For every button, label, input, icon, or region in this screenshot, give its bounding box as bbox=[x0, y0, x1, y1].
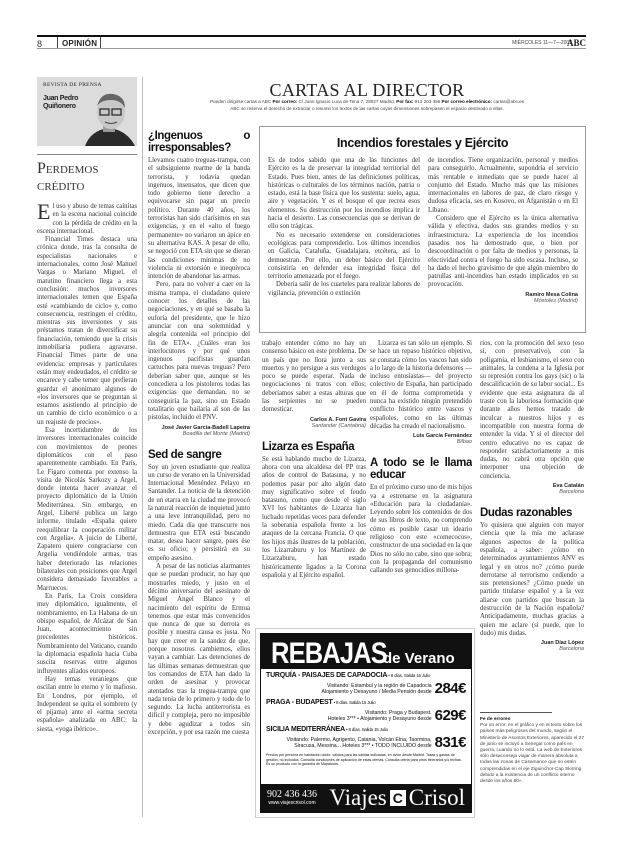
letter-title: Lizarza es España bbox=[262, 440, 355, 453]
letter-title: ¿Ingenuos o irresponsables? bbox=[148, 130, 250, 154]
revista-de-prensa-box bbox=[37, 77, 137, 146]
divider bbox=[37, 154, 137, 155]
offer-line: Visitando: Estambul y la región de Capadocia bbox=[327, 682, 432, 689]
paragraph: Llevamos cuatro treguas-trampa, con el subsiguiente rearme de la banda terrorista, y todavía quedan ingenuos, insensatos, que dicen que todo gobierno tiene derecho a equivocarse sin pagar un precio político. Durante 40 años, los terroristas han sido clarísimos en sus exigencias, y en el «alto el fuego permanente» no variaron un ápice en su alternativa KAS. A pesar de ello, se negoció con ETA sin que se dieran las condiciones mínimas de no violencia ni extorsión e inequívoca intención de abandonar las armas. bbox=[148, 157, 250, 281]
ad-footer bbox=[261, 784, 471, 812]
offer-details bbox=[266, 707, 466, 724]
ad-fine-print: Precios por persona en habitación doble, válidos para las salidas indicadas, en avión desde Madrid. Tasas y gastos de gestión, no incluidos. Consulta condiciones de aplicación de estas ofertas. Consulta oferta para otros itinerarios y/o fechas. Es un producto con la garantía de Mapatours. bbox=[266, 753, 462, 766]
ad-offer bbox=[266, 699, 466, 724]
info-label: Por fax: bbox=[396, 99, 414, 104]
article-title: Perdemos crédito bbox=[37, 160, 99, 194]
letter-signature: Eva Catalán bbox=[552, 483, 584, 490]
issue-date: MIÉRCOLES 11—7—2007 bbox=[512, 40, 572, 46]
columnist-name: Juan Pedro Quiñonero bbox=[43, 95, 79, 110]
letters-column-2 bbox=[148, 126, 250, 816]
crisol-mark-icon: C bbox=[390, 790, 406, 806]
letter-place: Santander (Cantabria) bbox=[311, 422, 366, 429]
letter-place: Barcelona bbox=[559, 646, 584, 653]
paragraph: Financial Times destaca una crónica donde, tras la consulta de especialistas nacionales e internacionales, como José Manuel Vargas o Mariano Miguel, el matutino financiero llega a esta conclusión: muchos inversores internacionales temen que España esté «cambiando de ciclo» y, como consecuencia, restringen el crédito, mientras sus inversiones y sus préstamos tratan de diversificar su financiación, temiendo que la crisis inmobiliaria pudiera agravarse. Financial Times parte de una evidencia: empresas y particulares están muy endeudados, el crédito se encarece y cabe temer que prefieran guardar el anonimato algunos de «los inversores que se preguntan si estamos asistiendo al principio de un cambio de ciclo económico o a un reajuste de precios». bbox=[37, 236, 137, 426]
header-rule-thin bbox=[37, 48, 586, 49]
offer-details bbox=[266, 680, 466, 697]
ad-header bbox=[261, 634, 471, 669]
letter-title: Dudas razonables bbox=[480, 507, 573, 520]
paragraph: Se está hablando mucho de Lizarza, ahora con una alcaldesa del PP tras años de control de Batasuna, y no podemos pasar por alto algún dato muy significativo sobre el feudo batasuno, como que desde el siglo XVI los habitantes de Lizarza han luchado repetidas veces para defender la soberanía española frente a los ataques de la cercana Francia. O que los hijos más ilustres de la población, los Lizarraburu y los Martínez de Lizarzaburu, han estado históricamente ligados a la Corona española y al Ejército español. bbox=[262, 455, 366, 579]
page-title: CARTAS AL DIRECTOR bbox=[269, 80, 465, 100]
paragraph: rios, con la promoción del sexo (eso sí, con preservativo), con la poligamia, el lesbianismo, el sexo con animales, la condena a la Iglesia por su represión contra los gays (sic) o la descalificación de su labor social... Es evidente que esta asignatura da al traste con la laboriosa formación que durante años hemos tratado de inculcar a nuestros hijos y es incompatible con nuestra forma de entender la vida. Y si el director del centro educativo no es capaz de responder satisfactoriamente a mis dudas, no cabrá otra opción que interponer una objeción de conciencia. bbox=[480, 340, 584, 480]
letter-body bbox=[480, 522, 584, 638]
paragraph: En París, La Croix considera muy diplomático, igualmente, el nombramiento, en La Habana de un obispo español, de Alcázar de San Juan, acontecimiento sin precedentes históricos. Nombramiento del Vaticano, cuando la diplomacia española hacia Cuba suscita reservas entre algunos influyentes aliados europeos. bbox=[37, 592, 137, 675]
letter-body bbox=[148, 157, 250, 423]
info-label: Por correo electrónico: bbox=[441, 99, 493, 104]
column-label: REVISTA DE PRENSA bbox=[43, 82, 102, 88]
letter-place: Boadilla del Monte (Madrid) bbox=[182, 430, 250, 437]
viajes-crisol-logo bbox=[329, 785, 465, 811]
offer-name: SICILIA MEDITERRÁNEA • 8 días. Salida 15 Julio bbox=[266, 726, 388, 733]
ad-phone[interactable]: 902 436 436 bbox=[267, 789, 317, 800]
letter-body bbox=[262, 456, 366, 580]
logo-text: Viajes bbox=[329, 785, 387, 810]
correction-note bbox=[480, 717, 586, 785]
letter-signature: Carlos A. Font Gavira bbox=[309, 416, 366, 423]
featured-letter-box bbox=[259, 126, 586, 333]
letter-body bbox=[148, 464, 250, 738]
letter-body bbox=[370, 484, 472, 575]
paragraph: Pero, para no volver a caer en la misma trampa, el ciudadano quiere conocer los detalles de las negociaciones, y en qué se basaba la euforia del presidente, que le hizo anunciar con una solemnidad y alegría contenida «el principio del fin de ETA». ¿Cuáles eran los interlocutores y por qué unos ingenuos pacifistas guardan cartuchos para nuevas treguas? Pero deberían saber que, aunque se les concediera a los pistoleros todas las exigencias que demandan, no se conseguiría la paz, sino un Estado totalitario que bailaría al son de las pistolas, incluido el PNV. bbox=[148, 281, 250, 422]
offer-name: PRAGA - BUDAPEST • 8 días. Salida 15 Julio bbox=[266, 699, 376, 706]
submission-info bbox=[148, 98, 586, 112]
ad-website[interactable]: www.viajescrisol.com bbox=[268, 800, 316, 806]
letter-body bbox=[428, 157, 578, 290]
letter-body bbox=[37, 203, 137, 734]
paragraph: Lizarza es tan sólo un ejemplo. Si se hace un repaso histórico objetivo, se constata cómo los vascos han sido a lo largo de la historia defensores —incluso entusiastas— del proyecto colectivo de España, han participado en él de forma comprometida y nunca ha existido ningún pretendido conflicto histórico entre vascos y españoles, como en las últimas décadas ha creado el nacionalismo. bbox=[370, 340, 472, 430]
letter-place: Móstoles (Madrid) bbox=[533, 297, 578, 304]
offer-name: TURQUÍA - PAISAJES DE CAPADOCIA • 8 días. Salida 16 Julio bbox=[266, 672, 431, 679]
logo-text: Crisol bbox=[408, 785, 465, 810]
paragraph: Hay temas veraniegos que oscilan entre lo eterno y lo mafioso. En Londres, por ejemplo, el Independent se quita el sombrero (y el pijama) ante el «arma secreta española» analizada en ABC: la siesta, «yoga ibérico». bbox=[37, 675, 137, 733]
article-perdemos-credito bbox=[37, 203, 137, 815]
offer-line: Visitando: Praga y Budapest. bbox=[364, 709, 432, 716]
correction-text: Por un error, en el gráfico y en el texto sobre los países más peligrosos del mundo, según el Ministerio de Asuntos Exteriores, aparecido el 27 de junio se incluyó a Senegal como país en guerra, cuando no lo está. La web de Exteriores sólo desaconseja viajar de manera absoluta a todas las zonas de Casamance que no estén comprendidas en el eje Ziguinchor-Cap Skirring debido a la existencia de un conflicto interno desde los años 80». bbox=[480, 723, 584, 785]
columnist-portrait-icon bbox=[81, 90, 137, 146]
email-link[interactable]: cartas@abc.es bbox=[492, 99, 525, 104]
offer-line: Alojamiento y Desayuno / Media Pensión desde bbox=[321, 688, 432, 695]
info-label: Por correo: bbox=[272, 99, 298, 104]
ad-offers bbox=[261, 669, 471, 770]
letter-signature: Juan Díaz López bbox=[540, 640, 584, 647]
header-rule bbox=[37, 35, 586, 37]
correction-title: Fe de errores bbox=[480, 717, 511, 722]
info-text: C/ Juan Ignacio Luca de Tena 7, 28027 Madrid. bbox=[297, 99, 397, 104]
ad-offer bbox=[266, 726, 466, 751]
paragraph: Debería salir de los cuarteles para realizar labores de vigilancia, prevención o extinción bbox=[268, 281, 420, 297]
letter-place: Bilbao bbox=[456, 439, 472, 446]
offer-details bbox=[266, 734, 466, 751]
paragraph: de incendios. Tiene organización, personal y medios para conseguirlo. Actualmente, supondría el servicio más rentable e inmediato que se puede hacer al conjunto del Estado. Mucho más que las misiones internacionales en labores de paz, de claro riesgo y dudosa eficacia, ses en Kosovo, en Afganistán o en El Líbano. bbox=[428, 157, 578, 214]
paragraph: A pesar de las noticias alarmantes que se puedan producir, no hay que mostrarles miedo, y justo en el décimo aniversario del asesinato de Miguel Ángel Blanco y el nacimiento del espíritu de Ermua tenemos que estar más convencidos que nunca de que su derrota es posible y nuestra causa es justa. No hay que creer en la sandez de que, porque nosotros cambiemos, ellos vayan a cambiar. Las detenciones de las últimas semanas demuestran que los comandos de ETA han dado la orden de asesinar y provocar atentados tras la tregua-trampa que nada tenía de lo primero y todo de lo segundo. La lucha antiterrorista es difícil y compleja, pero no imposible y debe agudizar a todos sin excepción, y por esa razón me cuesta bbox=[148, 563, 250, 736]
offer-price: 629€ bbox=[434, 707, 466, 724]
offer-price: 831€ bbox=[434, 734, 466, 751]
paragraph: Esa incertidumbre de los inversores internacionales coincide con movimientos de peones diplomáticos con el paso aparentemente cambiado. En París, Le Figaro comenta por extenso la visita de Nicolás Sarkozy a Argel, donde intenta hacer avanzar el proyecto diplomático de la Unión Mediterránea. Sin embargo, en Argel, Liberté publica un largo informe, titulado «España quiere reequilibrar la cooperación militar con Argelia». A juicio de Liberté, Zapatero quiere congraciarse con Argelia vendiéndole armas, tras haber deteriorado las relaciones bilaterales con posiciones que Argel considera demasiado favorables a Marruecos. bbox=[37, 427, 137, 592]
offer-line: Siracusa, Messina... Hoteles 3*** • TODO INCLUIDO desde bbox=[294, 742, 432, 749]
letter-signature: Luis García Fernández bbox=[413, 433, 472, 440]
paragraph: Considero que el Ejército es la única alternativa válida y efectiva, dados sus grandes medios y su infraestructura. La experiencia de los incendios pasados nos ha demostrado que, o bien por descoordinación o por falta de medios y personas, la efectividad contra el fuego ha sido escasa. Incluso, se ha dado el hecho gravísimo de que algún miembro de patrullas anti-incendios han estado implicados en su provocación. bbox=[428, 215, 578, 289]
paragraph: trabajo entender cómo no hay un consenso básico en este problema. De un país que no llora junto a sus muertos y no persigue a sus verdugos poco se puede esperar. Nada de negociaciones ni tratos con ellos; deberíamos saber a estas alturas que las serpientes no se pueden domesticar. bbox=[262, 340, 366, 414]
brand-logo: ABC bbox=[566, 38, 586, 48]
letter-title: Incendios forestales y Ejército bbox=[336, 136, 509, 150]
letter-title: Sed de sangre bbox=[148, 448, 222, 461]
ad-offer bbox=[266, 672, 466, 697]
letters-column-3 bbox=[262, 340, 366, 625]
paragraph: El uso y abuso de temas caínitas en la escena nacional coincide con la pérdida de crédito en la escena internacional. bbox=[37, 203, 137, 235]
info-text: Pueden dirigirse cartas a ABC bbox=[209, 99, 273, 104]
letter-signature: José Javier García-Badell Lapetra bbox=[161, 424, 250, 431]
paragraph: Yo quisiera que alguien con mayor ciencia que la mía me aclarase algunos aspectos de la política española, a saber: ¿cómo en determinados ayuntamientos ANV es legal y en otros no? ¿cómo puede derrotarse al terrorismo cediendo a sus pretensiones? ¿Cómo puede un partido titularse español y a la vez aliarse con partidos que buscan la destrucción de la Nación española? Anticipadamente, muchas gracias a quien me aclare (si puede, que lo dudo) mis dudas. bbox=[480, 522, 584, 637]
page-number: 8 bbox=[37, 39, 43, 49]
paragraph: No es necesario extenderse en consideraciones ecológicas para comprenderlo. Los últimos incendios en Galicia, Cataluña, Guadalajara, etcétera, así lo demuestran. Por ello, un deber básico del Ejército consistiría en defender esa integridad física del territorio amenazada por el fuego. bbox=[268, 231, 420, 281]
letter-body bbox=[268, 157, 420, 298]
offer-line: Hoteles 3*** • Alojamiento y Desayuno desde bbox=[327, 715, 432, 722]
paragraph: Es de todos sabido que una de las funciones del Ejército es la de preservar la integridad territorial del Estado. Pues bien, antes de las definiciones políticas, históricas o culturales de los términos nación, patria o estado, está la base física que los sustenta: suelo, agua, aire y vegetación. Y es el bosque el que recrea esos elementos. Su destrucción por los incendios implica ir hacia el desierto. Las consecuencias que se derivan de ello son trágicas. bbox=[268, 157, 420, 231]
ad-subtitle: de Verano bbox=[383, 650, 455, 667]
letter-title: A todo se le llama educar bbox=[370, 457, 472, 482]
column-divider bbox=[142, 77, 143, 817]
divider bbox=[480, 712, 552, 713]
ad-title: REBAJAS bbox=[271, 637, 387, 670]
offer-line: Visitando: Palermo, Agrigento, Catania, Volcán Etna, Taormina, bbox=[286, 736, 432, 743]
offer-price: 284€ bbox=[434, 680, 466, 697]
letters-column-5 bbox=[480, 340, 584, 705]
paragraph: En el próximo curso uno de mis hijos va a estrenarse en la asignatura «Educación para la ciudadanía». Leyendo sobre los contenidos de dos de sus libros de texto, no comprendo cómo es posible casar un ideario religioso con este «comecocos», constructor de una sociedad en la que Dios no sólo no cabe, sino que sobra; con la propaganda del comunismo callando sus genocidios millona- bbox=[370, 484, 472, 575]
paragraph: Soy un joven estudiante que realiza un curso de verano en la Universidad Internacional Menéndez Pelayo en Santander. La noticia de la detención de un etarra en la ciudad me provocó la natural reacción de inquietud junto a una leve intranquilidad, pero no miedo. Cada día que transcurre nos demuestra que ETA está buscando matar, desea hacer sangre, pues ése es su oficio; y persistirá en su empeño asesino. bbox=[148, 463, 250, 562]
section-label: OPINIÓN bbox=[57, 37, 101, 48]
info-text: 913 203 356 bbox=[413, 99, 442, 104]
letter-place: Barcelona bbox=[559, 489, 584, 496]
info-text: ABC se reserva el derecho de extractar o resumir los textos de las cartas cuyas dimensiones sobrepasen el espacio destinado a ellas. bbox=[230, 106, 504, 111]
letter-signature: Ramiro Mesa Colina bbox=[525, 291, 578, 298]
travel-advertisement[interactable] bbox=[260, 633, 472, 813]
letters-column-4 bbox=[370, 340, 472, 625]
